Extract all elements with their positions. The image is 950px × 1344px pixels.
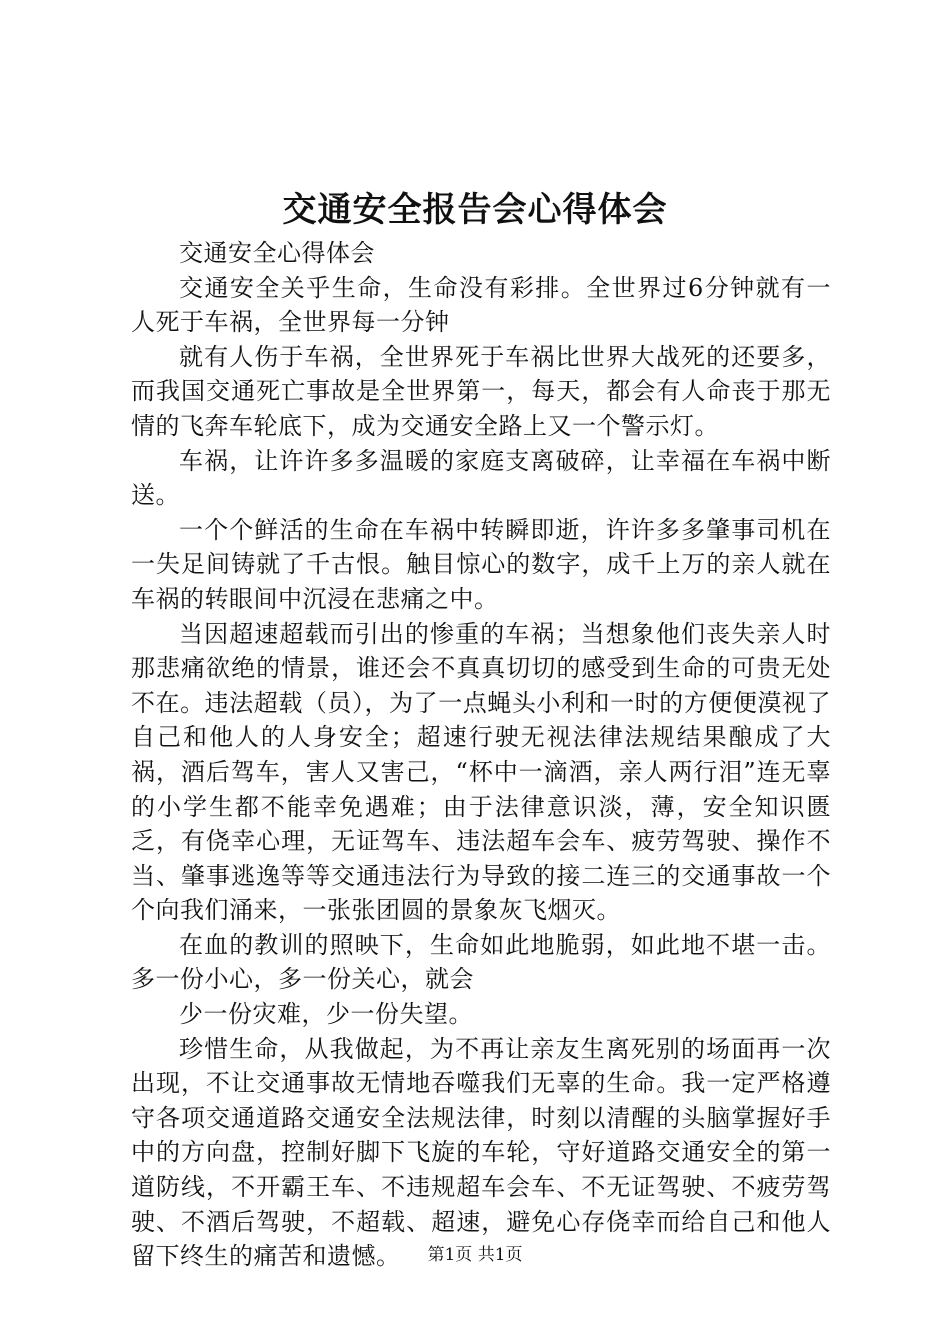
paragraph-1: 交通安全心得体会: [179, 239, 375, 267]
paragraph-2: 交通安全关乎生命，生命没有彩排。全世界过6分钟就有一人死于车祸，全世界每一分钟: [131, 273, 831, 337]
page-footer: 第1页 共1页: [427, 1245, 523, 1265]
document-body: [131, 236, 831, 1274]
document-title: 交通安全报告会心得体会: [282, 190, 668, 230]
paragraph-9: 珍惜生命，从我做起，为不再让亲友生离死别的场面再一次出现，不让交通事故无情地吞噬我们无辜的生命。我一定严格遵守各项交通道路交通安全法规法律，时刻以清醒的头脑掌握好手中的方向盘，控制好脚下飞旋的车轮，守好道路交通安全的第一道防线，不开霸王车、不违规超车会车、不无证驾驶、不疲劳驾驶、不酒后驾驶，不超载、超速，避免心存侥幸而给自己和他人留下终生的痛苦和遗憾。: [131, 1034, 831, 1271]
paragraph-4: 车祸，让许许多多温暖的家庭支离破碎，让幸福在车祸中断送。: [131, 446, 831, 510]
paragraph-5: 一个个鲜活的生命在车祸中转瞬即逝，许许多多肇事司机在一失足间铸就了千古恨。触目惊心的数字，成千上万的亲人就在车祸的转眼间中沉浸在悲痛之中。: [131, 515, 831, 613]
paragraph-8: 少一份灾难，少一份失望。: [179, 1000, 473, 1029]
paragraph-3: 就有人伤于车祸，全世界死于车祸比世界大战死的还要多，而我国交通死亡事故是全世界第一，每天，都会有人命丧于那无情的飞奔车轮底下，成为交通安全路上又一个警示灯。: [131, 342, 831, 440]
paragraph-6: 当因超速超载而引出的惨重的车祸；当想象他们丧失亲人时那悲痛欲绝的情景，谁还会不真真切切的感受到生命的可贵无处不在。违法超载（员），为了一点蝇头小利和一时的方便便漠视了自己和他人的人身安全；超速行驶无视法律法规结果酿成了大祸，酒后驾车，害人又害己，“杯中一滴酒，亲人两行泪”连无辜的小学生都不能幸免遇难；由于法律意识淡，薄，安全知识匮乏，有侥幸心理，无证驾车、违法超车会车、疲劳驾驶、操作不当、肇事逃逸等等交通违法行为导致的接二连三的交通事故一个个向我们涌来，一张张团圆的景象灰飞烟灭。: [131, 619, 831, 925]
paragraph-7: 在血的教训的照映下，生命如此地脆弱，如此地不堪一击。多一份小心，多一份关心，就会: [131, 930, 831, 994]
